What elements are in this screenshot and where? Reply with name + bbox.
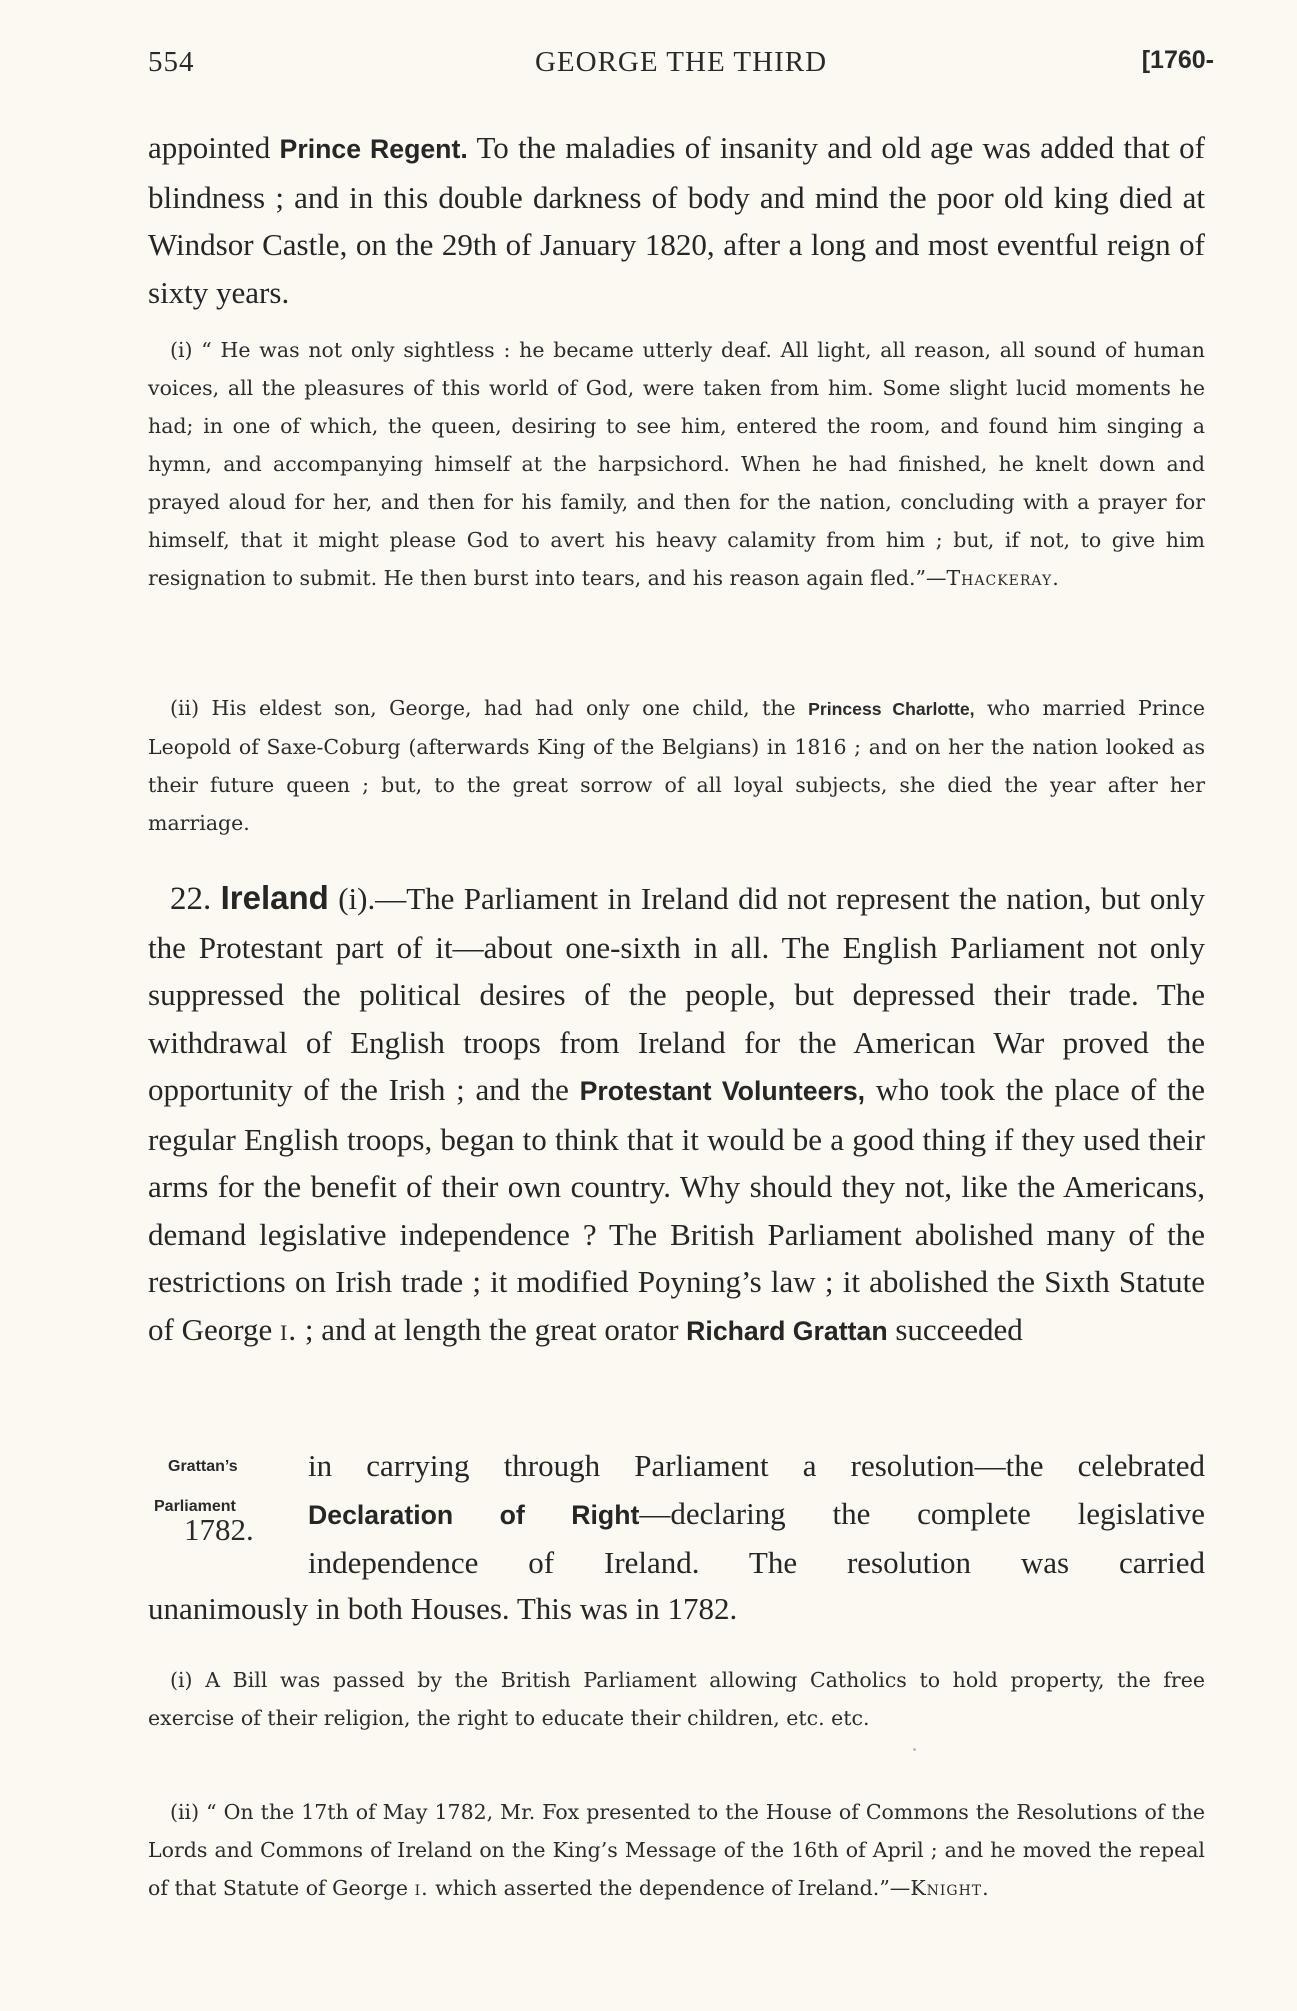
paragraph-text: appointed <box>148 130 280 165</box>
paragraph-text: —declaring the complete legislative <box>639 1495 1205 1531</box>
footnote-thackeray <box>148 331 1205 597</box>
section-heading: Ireland <box>220 879 329 916</box>
paragraph-continuation <box>148 124 1205 316</box>
speck <box>913 1748 916 1751</box>
roman-numeral: i. <box>414 1876 429 1900</box>
section-number: 22. <box>170 881 212 917</box>
running-title: GEORGE THE THIRD <box>534 46 828 78</box>
running-year: [1760- <box>1141 46 1214 74</box>
section-ireland-last-line <box>148 1585 1205 1633</box>
paragraph-text: succeeded <box>887 1311 1023 1347</box>
margin-note-year: 1782. <box>184 1512 254 1547</box>
footnote-knight <box>148 1793 1205 1907</box>
paragraph-text: (i).—The Parliament in Ireland did not represent the nation, but only the Protestant part of it—about one-sixth in all. The English Parliament not only suppressed the political desires of the people, but depressed their trade. The withdrawal of English troops from Ireland for the American War proved the opportunity of the Irish ; and the <box>148 881 1205 1107</box>
margin-note <box>148 1458 298 1568</box>
section-ireland-wrapped <box>308 1442 1205 1587</box>
footnote-text: (i) A Bill was passed by the British Parliament allowing Catholics to hold property, the free exercise of their religion, the right to educate their children, etc. etc. <box>148 1668 1205 1730</box>
roman-numeral: i. <box>280 1311 298 1347</box>
footnote-catholics <box>148 1661 1205 1737</box>
page-number: 554 <box>148 46 195 78</box>
bold-term: Protestant Volunteers, <box>579 1076 866 1106</box>
footnote-author: Knight. <box>910 1876 990 1900</box>
footnote-text: (ii) His eldest son, George, had had only one child, the <box>170 696 809 720</box>
paragraph-text: ; and at length the great orator <box>297 1311 687 1347</box>
paragraph-text: who took the place of the regular English troops, began to think that it would be a good thing if they used their arms for the benefit of their own country. Why should they not, like the Americans, demand legislative independence ? The British Parliament abolished many of the restrictions on Irish trade ; it modified Poyning’s law ; it abolished the Sixth Statute of George <box>148 1072 1205 1347</box>
margin-note-line: Parliament <box>154 1498 236 1515</box>
wrapped-line: independence of Ireland. The resolution was carried <box>308 1545 1205 1580</box>
wrapped-line: in carrying through Parliament a resolution—the celebrated <box>308 1448 1205 1483</box>
footnote-princess <box>148 689 1205 842</box>
footnote-text: who married Prince Leopold of Saxe-Coburg (afterwards King of the Belgians) in 1816 ; and on her the nation looked as their future queen ; but, to the great sorrow of all loyal subjects, she died the year after her marriage. <box>148 696 1206 835</box>
footnote-author: Thackeray. <box>946 566 1060 590</box>
footnote-text: (ii) “ On the 17th of May 1782, Mr. Fox presented to the House of Commons the Resolutions of the Lords and Commons of Ireland on the King’s Message of the 16th of April ; and he moved the repeal of that Statute of George <box>148 1800 1205 1900</box>
running-header <box>148 46 1214 86</box>
margin-note-line: Grattan’s <box>168 1458 238 1475</box>
bold-term: Princess Charlotte, <box>808 699 975 719</box>
section-ireland <box>148 874 1205 1355</box>
wrapped-line <box>308 1490 1205 1540</box>
footnote-text: which asserted the dependence of Ireland.”— <box>428 1876 911 1900</box>
paragraph-text: unanimously in both Houses. This was in 1782. <box>148 1591 738 1626</box>
paragraph-text: To the maladies of insanity and old age was added that of blindness ; and in this double darkness of body and mind the poor old king died at Windsor Castle, on the 29th of January 1820, after a long and most eventful reign of sixty years. <box>148 130 1205 310</box>
bold-term: Richard Grattan <box>686 1315 888 1346</box>
bold-term: Declaration of Right <box>308 1499 640 1530</box>
bold-term: Prince Regent. <box>279 134 468 164</box>
footnote-text: (i) “ He was not only sightless : he became utterly deaf. All light, all reason, all sound of human voices, all the pleasures of this world of God, were taken from him. Some slight lucid moments he had; in one of which, the queen, desiring to see him, entered the room, and found him singing a hymn, and accompanying himself at the harpsichord. When he had finished, he knelt down and prayed aloud for her, and then for his family, and then for the nation, concluding with a prayer for himself, that it might please God to avert his heavy calamity from him ; but, if not, to give him resignation to submit. He then burst into tears, and his reason again fled.”— <box>148 338 1205 590</box>
